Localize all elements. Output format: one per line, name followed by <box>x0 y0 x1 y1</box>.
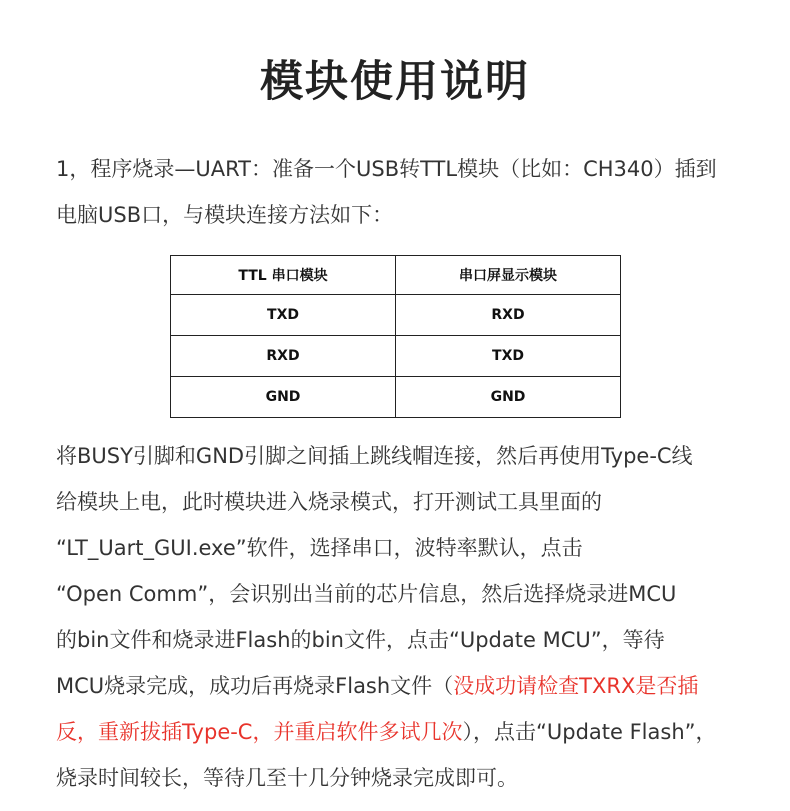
table-cell: TXD <box>171 295 396 336</box>
connection-table <box>170 255 621 418</box>
page-title: 模块使用说明 <box>260 57 530 107</box>
table-row <box>171 295 621 336</box>
step1-line-1: 1，程序烧录—UART：准备一个USB转TTL模块（比如：CH340）插到 <box>56 157 717 181</box>
instruction-line-5: 的bin文件和烧录进Flash的bin文件，点击“Update MCU”，等待 <box>56 628 665 652</box>
instruction-line-2: 给模块上电，此时模块进入烧录模式，打开测试工具里面的 <box>56 490 602 514</box>
instruction-line-6 <box>56 671 698 701</box>
instruction-line-3: “LT_Uart_GUI.exe”软件，选择串口，波特率默认，点击 <box>56 536 583 560</box>
instruction-line-1: 将BUSY引脚和GND引脚之间插上跳线帽连接，然后再使用Type-C线 <box>56 444 693 468</box>
table-cell: RXD <box>396 295 621 336</box>
warning-text: 没成功请检查TXRX是否插 <box>453 674 699 698</box>
header-display-module: 串口屏显示模块 <box>396 256 621 295</box>
header-ttl-module: TTL 串口模块 <box>171 256 396 295</box>
step1-line-2: 电脑USB口，与模块连接方法如下： <box>56 203 394 227</box>
instruction-line-7 <box>56 717 717 747</box>
table-cell: TXD <box>396 336 621 377</box>
warning-text: 反，重新拔插Type-C，并重启软件多试几次 <box>56 720 463 744</box>
instruction-line-8: 烧录时间较长，等待几至十几分钟烧录完成即可。 <box>56 766 518 790</box>
instruction-line-4: “Open Comm”，会识别出当前的芯片信息，然后选择烧录进MCU <box>56 582 677 606</box>
table-cell: GND <box>171 377 396 418</box>
table-row <box>171 377 621 418</box>
table-cell: GND <box>396 377 621 418</box>
table-row <box>171 336 621 377</box>
instruction-text: MCU烧录完成，成功后再烧录Flash文件（ <box>56 674 454 698</box>
table-cell: RXD <box>171 336 396 377</box>
instruction-text: ），点击“Update Flash”， <box>462 720 717 744</box>
table-header-row <box>171 256 621 295</box>
